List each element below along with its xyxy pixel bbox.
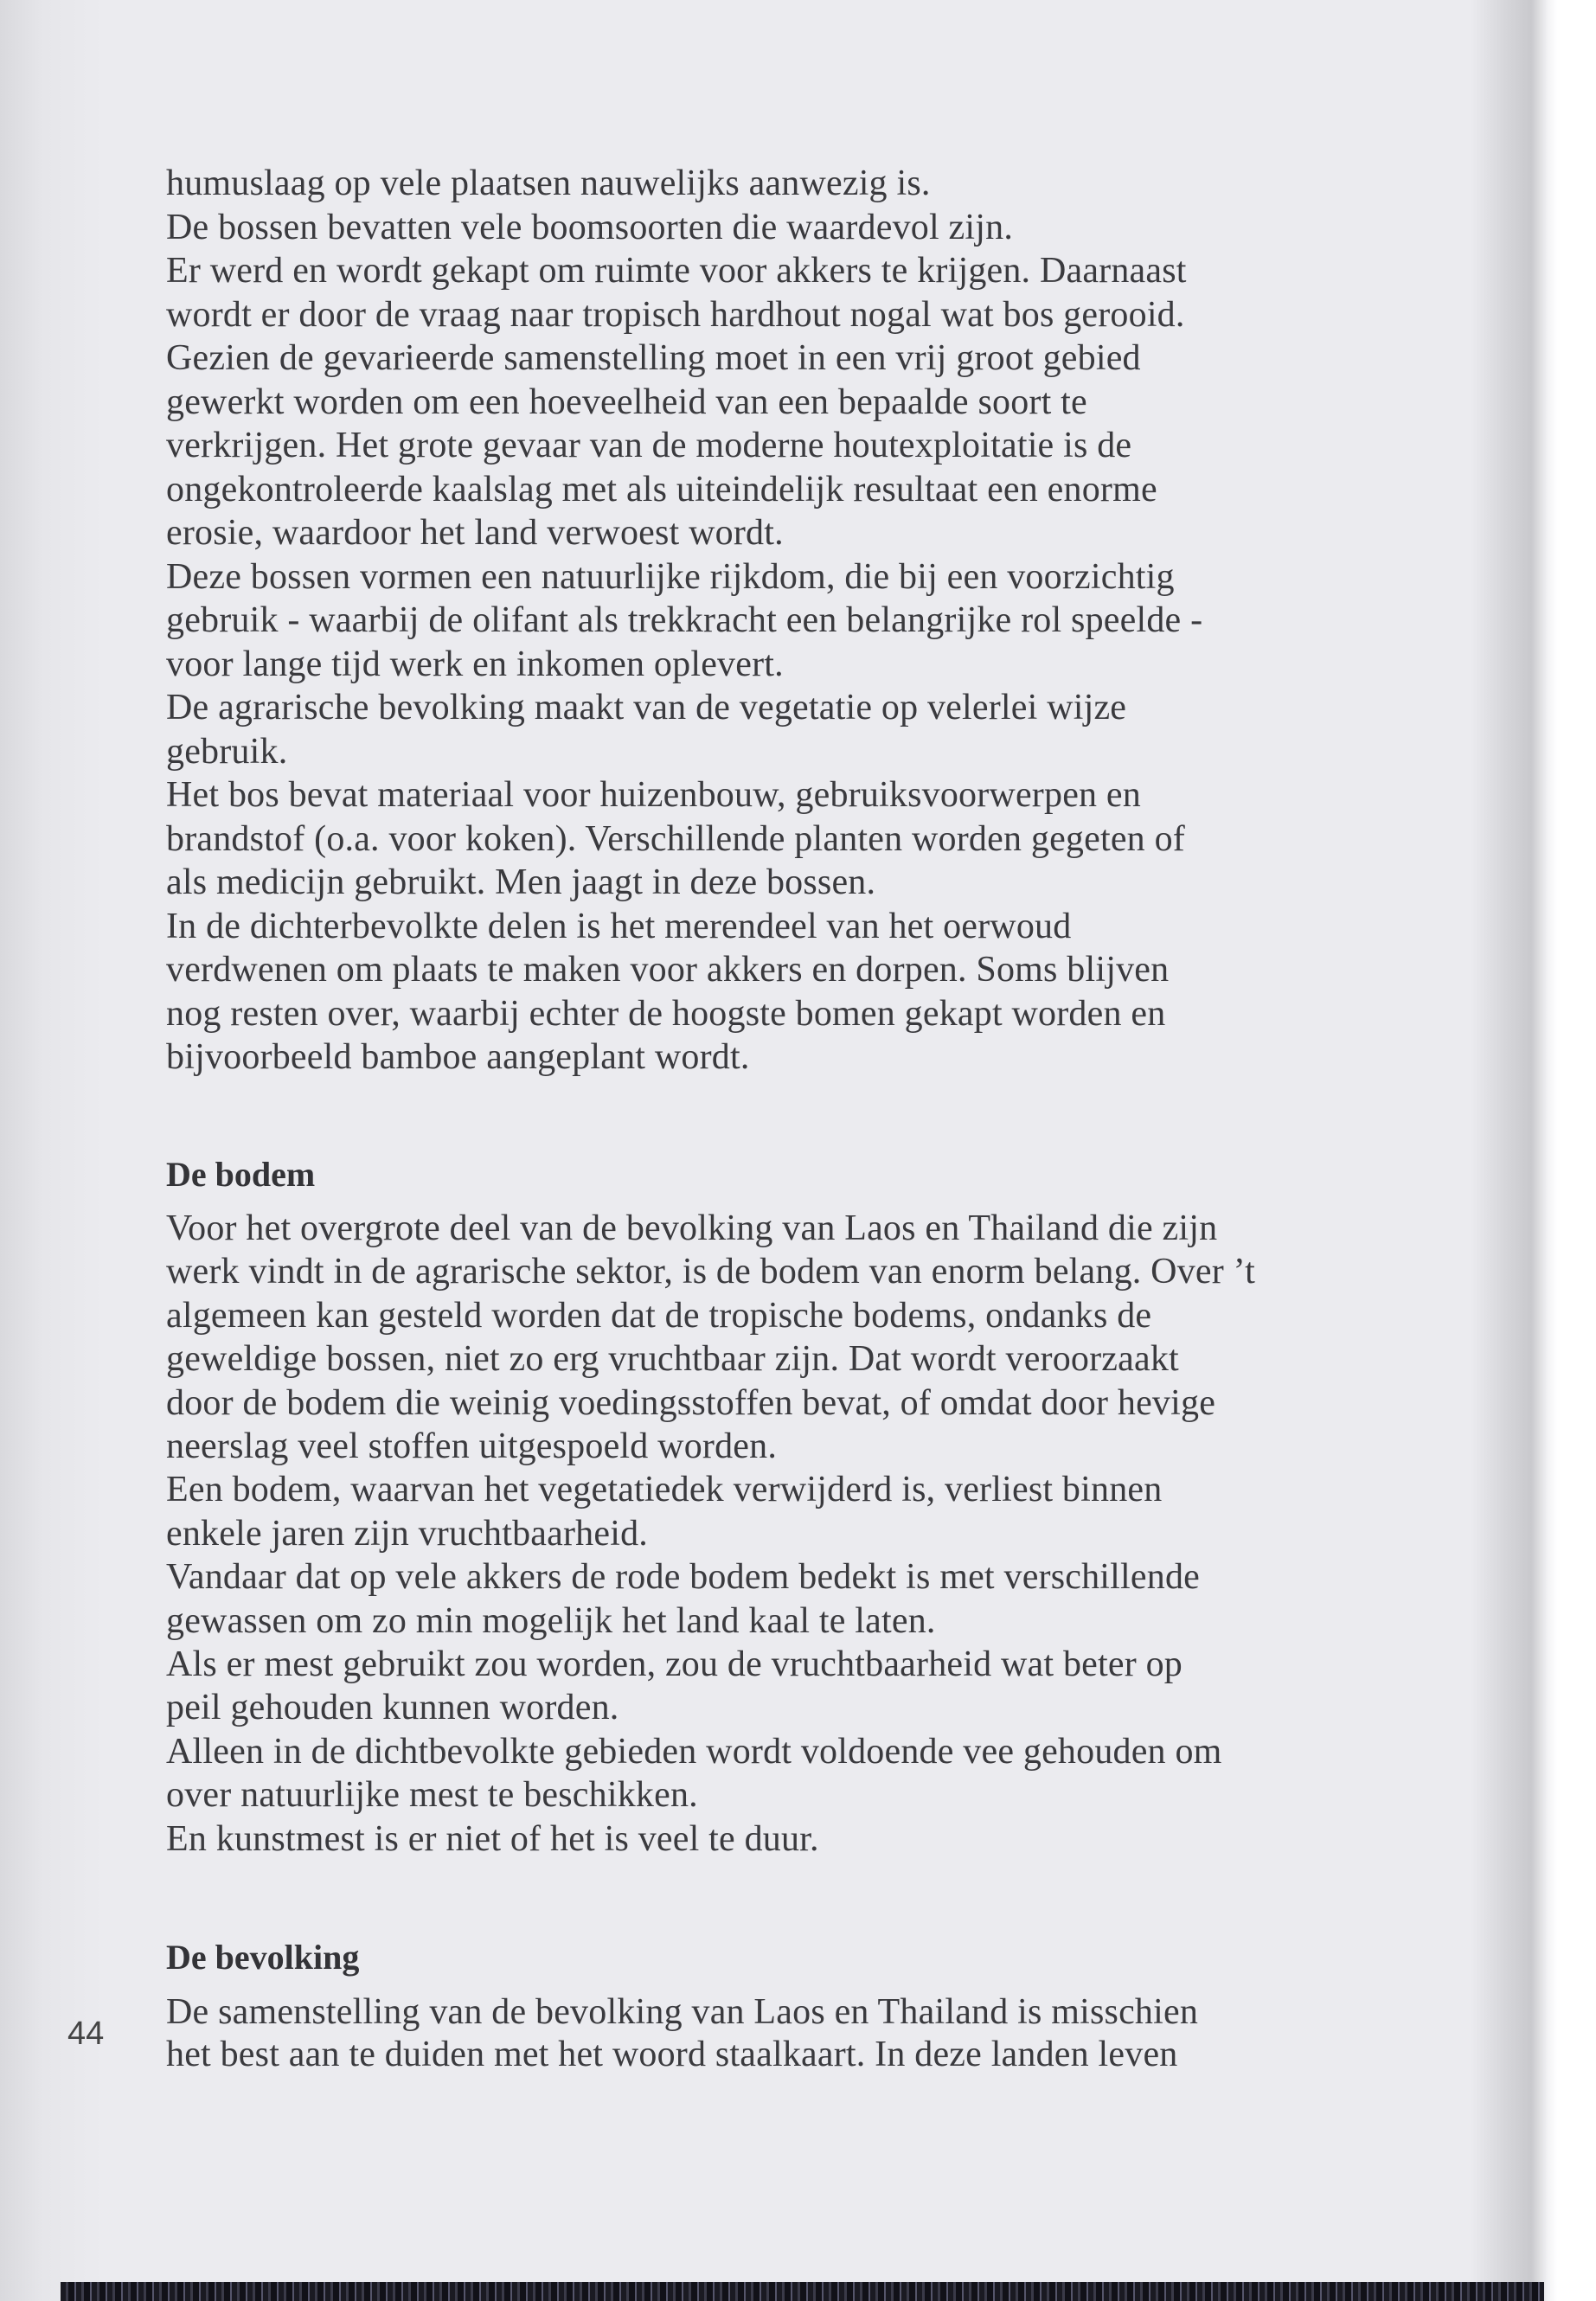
- heading-de-bevolking: De bevolking: [166, 1938, 360, 1977]
- text-line: Alleen in de dichtbevolkte gebieden wordt voldoende vee gehouden om: [166, 1731, 1222, 1772]
- bottom-edge-strip: [61, 2282, 1544, 2301]
- text-line: humuslaag op vele plaatsen nauwelijks aanwezig is.: [166, 163, 931, 203]
- text-line: bijvoorbeeld bamboe aangeplant wordt.: [166, 1037, 750, 1077]
- text-line: gewerkt worden om een hoeveelheid van een bepaalde soort te: [166, 381, 1087, 422]
- text-line: door de bodem die weinig voedingsstoffen bevat, of omdat door hevige: [166, 1382, 1216, 1423]
- text-line: neerslag veel stoffen uitgespoeld worden.: [166, 1426, 778, 1466]
- text-line: En kunstmest is er niet of het is veel te duur.: [166, 1818, 819, 1859]
- text-line: In de dichterbevolkte delen is het merendeel van het oerwoud: [166, 906, 1072, 946]
- text-line: als medicijn gebruikt. Men jaagt in deze bossen.: [166, 862, 876, 902]
- heading-de-bodem: De bodem: [166, 1155, 316, 1194]
- text-line: De agrarische bevolking maakt van de vegetatie op velerlei wijze: [166, 688, 1127, 727]
- text-line: Er werd en wordt gekapt om ruimte voor akkers te krijgen. Daarnaast: [166, 251, 1187, 291]
- text-line: gewassen om zo min mogelijk het land kaal te laten.: [166, 1600, 936, 1641]
- text-line: werk vindt in de agrarische sektor, is de bodem van enorm belang. Over ’t: [166, 1252, 1255, 1292]
- text-line: gebruik.: [166, 731, 288, 772]
- text-line: nog resten over, waarbij echter de hoogste bomen gekapt worden en: [166, 993, 1166, 1034]
- text-line: Deze bossen vormen een natuurlijke rijkdom, die bij een voorzichtig: [166, 556, 1175, 597]
- text-line: Voor het overgrote deel van de bevolking van Laos en Thailand die zijn: [166, 1208, 1218, 1248]
- text-line: erosie, waardoor het land verwoest wordt.: [166, 513, 784, 553]
- text-line: Als er mest gebruikt zou worden, zou de vruchtbaarheid wat beter op: [166, 1644, 1183, 1684]
- text-line: enkele jaren zijn vruchtbaarheid.: [166, 1513, 648, 1554]
- text-line: geweldige bossen, niet zo erg vruchtbaar zijn. Dat wordt veroorzaakt: [166, 1339, 1179, 1380]
- text-line: wordt er door de vraag naar tropisch hardhout nogal wat bos gerooid.: [166, 294, 1185, 335]
- text-line: Het bos bevat materiaal voor huizenbouw, gebruiksvoorwerpen en: [166, 775, 1141, 815]
- text-line: Een bodem, waarvan het vegetatiedek verwijderd is, verliest binnen: [166, 1470, 1163, 1510]
- text-line: algemeen kan gesteld worden dat de tropische bodems, ondanks de: [166, 1295, 1152, 1336]
- text-line: Gezien de gevarieerde samenstelling moet in een vrij groot gebied: [166, 338, 1141, 378]
- text-line: De bossen bevatten vele boomsoorten die waardevol zijn.: [166, 207, 1014, 247]
- text-line: over natuurlijke mest te beschikken.: [166, 1775, 698, 1816]
- text-line: voor lange tijd werk en inkomen oplevert.: [166, 644, 784, 684]
- text-line: brandstof (o.a. voor koken). Verschillende planten worden gegeten of: [166, 818, 1185, 859]
- page-number: 44: [67, 2016, 105, 2052]
- text-line: ongekontroleerde kaalslag met als uiteindelijk resultaat een enorme: [166, 469, 1157, 510]
- text-line: gebruik - waarbij de olifant als trekkracht een belangrijke rol speelde -: [166, 600, 1203, 640]
- text-line: peil gehouden kunnen worden.: [166, 1688, 619, 1728]
- text-line: het best aan te duiden met het woord staalkaart. In deze landen leven: [166, 2035, 1178, 2074]
- text-line: verdwenen om plaats te maken voor akkers en dorpen. Soms blijven: [166, 950, 1170, 990]
- text-line: De samenstelling van de bevolking van Laos en Thailand is misschien: [166, 1992, 1199, 2032]
- text-line: verkrijgen. Het grote gevaar van de moderne houtexploitatie is de: [166, 426, 1132, 465]
- text-line: Vandaar dat op vele akkers de rode bodem bedekt is met verschillende: [166, 1557, 1200, 1598]
